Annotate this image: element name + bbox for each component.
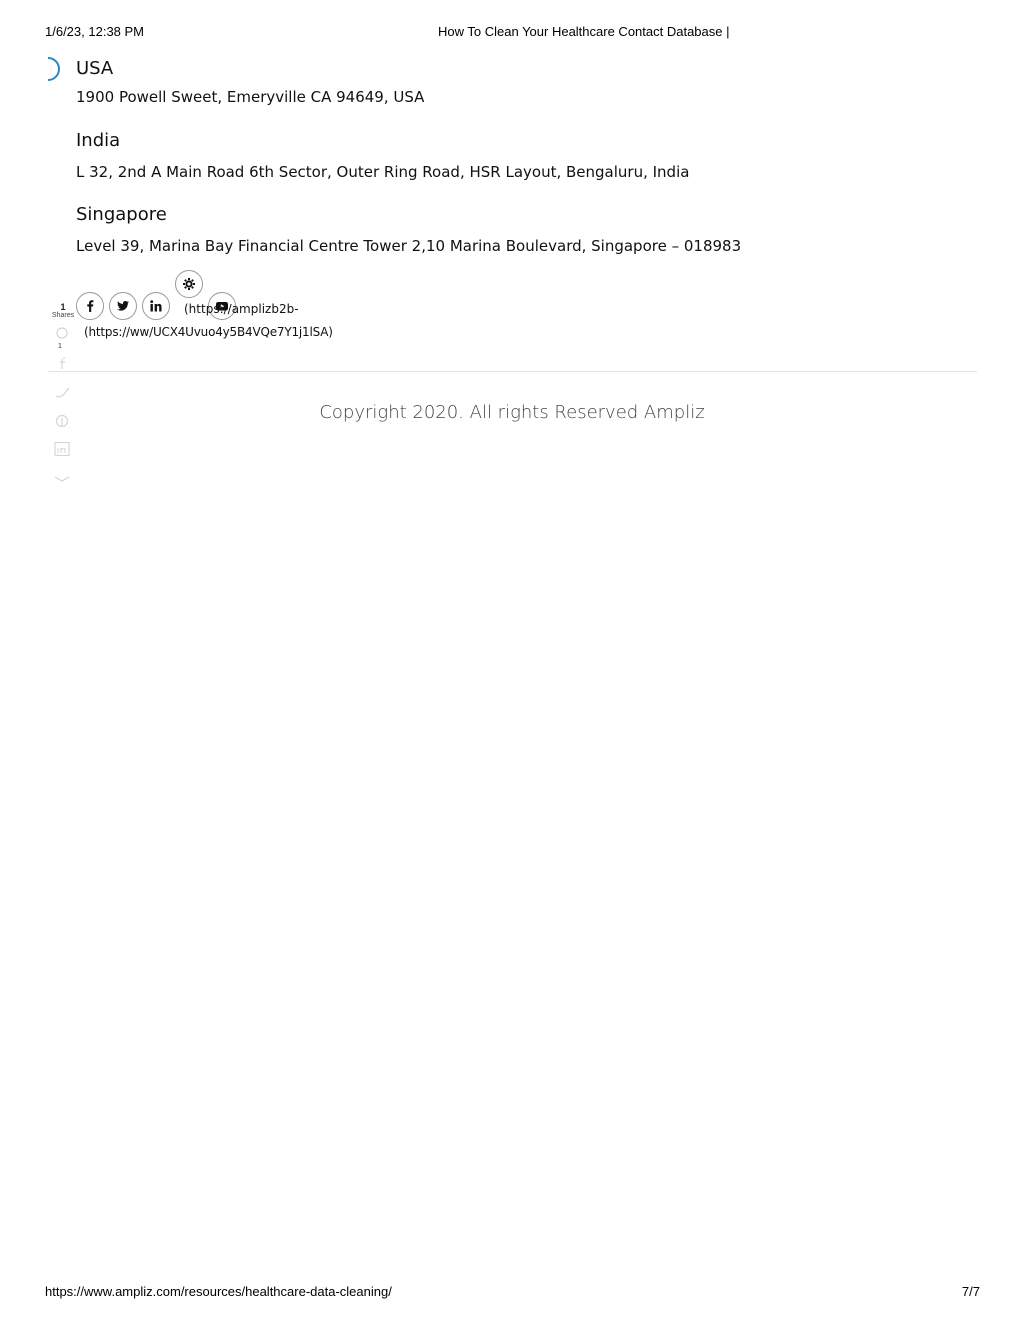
pinterest-icon[interactable]	[54, 326, 70, 340]
print-header	[45, 24, 980, 42]
office-singapore	[76, 204, 742, 255]
twitter-button[interactable]	[109, 292, 137, 320]
linkedin-share-icon[interactable]	[54, 442, 70, 456]
office-india	[76, 130, 690, 181]
social-link-url-line2[interactable]: (https://ww/UCX4Uvuo4y5B4VQe7Y1j1lSA)	[84, 325, 333, 339]
office-address: 1900 Powell Sweet, Emeryville CA 94649, USA	[76, 88, 425, 106]
office-address: Level 39, Marina Bay Financial Centre Tower 2,10 Marina Boulevard, Singapore – 018983	[76, 237, 742, 255]
share-count: 1	[60, 302, 66, 312]
share-bar	[48, 302, 78, 319]
footer-divider	[48, 371, 977, 372]
office-country: USA	[76, 58, 114, 79]
print-url: https://www.ampliz.com/resources/healthcare-data-cleaning/	[45, 1284, 392, 1299]
gear-button[interactable]	[175, 270, 203, 298]
print-page-number: 7/7	[961, 1284, 980, 1299]
social-link-url-line1[interactable]: (https://amplizb2b-	[184, 302, 299, 316]
linkedin-button[interactable]	[142, 292, 170, 320]
copyright-text: Copyright 2020. All rights Reserved Ampliz	[319, 402, 705, 423]
linkedin-icon	[149, 299, 163, 313]
facebook-share-icon[interactable]	[54, 356, 70, 370]
gear-icon	[182, 277, 196, 291]
office-country: Singapore	[76, 204, 167, 225]
share-sub-count: 1	[58, 343, 62, 350]
twitter-icon	[116, 299, 130, 313]
print-page-title: How To Clean Your Healthcare Contact Database |	[438, 24, 730, 39]
loading-spinner-icon	[40, 55, 66, 83]
share-label: Shares	[51, 312, 75, 319]
office-usa	[76, 58, 425, 106]
facebook-button[interactable]	[76, 292, 104, 320]
twitter-share-icon[interactable]	[54, 386, 70, 400]
office-address: L 32, 2nd A Main Road 6th Sector, Outer Ring Road, HSR Layout, Bengaluru, India	[76, 163, 690, 181]
facebook-icon	[83, 299, 97, 313]
print-datetime: 1/6/23, 12:38 PM	[45, 24, 145, 39]
email-share-icon[interactable]	[54, 472, 70, 486]
office-country: India	[76, 130, 121, 151]
